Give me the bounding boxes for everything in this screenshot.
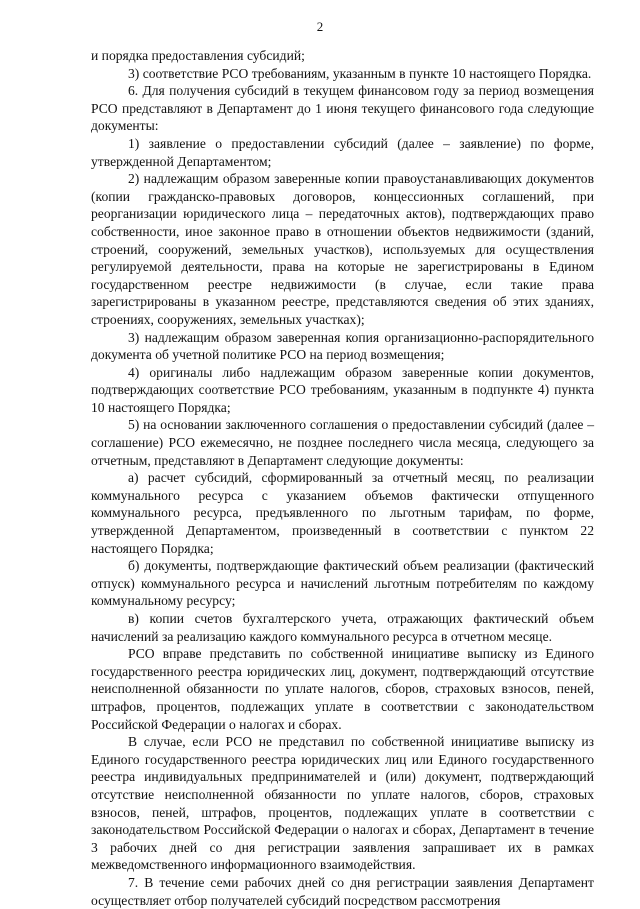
paragraph-rso-right: РСО вправе представить по собственной инициативе выписку из Единого государственного реестра юридических лиц, документ, подтверждающий отсутствие неисполненной обязанности по уплате налогов, сборов, страховых взносов, пеней, штрафов, процентов, подлежащих уплате в соответствии с законодательством Российской Федерации о налогах и сборах. (91, 646, 594, 732)
paragraph-item-3-copy: 3) надлежащим образом заверенная копия организационно-распорядительного документа об учетной политике РСО на период возмещения; (91, 329, 594, 363)
paragraph-continuation: и порядка предоставления субсидий; (91, 48, 305, 63)
paragraph-interagency-request: В случае, если РСО не представил по собственной инициативе выписку из Единого государственного реестра юридических лиц или Единого государственного реестра индивидуальных предпринимателей и (или) документ, подтверждающий отсутствие неисполненной обязанности по уплате налогов, сборов, страховых взносов, пеней, штрафов, процентов, подлежащих уплате в соответствии с законодательством Российской Федерации о налогах и сборах, Департамент в течение 3 рабочих дней со дня регистрации заявления запрашивает их в рамках межведомственного информационного взаимодействия. (91, 734, 594, 873)
paragraph-clause-6: 6. Для получения субсидий в текущем финансовом году за период возмещения РСО представляют в Департамент до 1 июня текущего финансового года следующие документы: (91, 83, 594, 134)
paragraph-subitem-a: а) расчет субсидий, сформированный за отчетный месяц, по реализации коммунального ресурса с указанием объемов фактически отпущенного коммунального ресурса, предъявленного по льготным тарифам, по форме, утвержденной Департаментом, произведенный в соответствии с пунктом 22 настоящего Порядка; (91, 470, 594, 556)
paragraph-subitem-b: б) документы, подтверждающие фактический объем реализации (фактический отпуск) коммунального ресурса и начислений льготным потребителям по каждому коммунальному ресурсу; (91, 558, 594, 609)
page-number: 2 (316, 19, 324, 34)
paragraph-item-5: 5) на основании заключенного соглашения о предоставлении субсидий (далее – соглашение) РСО ежемесячно, не позднее последнего числа месяца, следующего за отчетным, представляют в Департамент следующие документы: (91, 417, 594, 468)
paragraph-item-1: 1) заявление о предоставлении субсидий (далее – заявление) по форме, утвержденной Департаментом; (91, 135, 594, 169)
paragraph-item-4: 4) оригиналы либо надлежащим образом заверенные копии документов, подтверждающих соответствие РСО требованиям, указанным в подпункте 4) пункта 10 настоящего Порядка; (91, 364, 594, 415)
paragraph-item-2: 2) надлежащим образом заверенные копии правоустанавливающих документов (копии гражданско-правовых договоров, концессионных соглашений, при реорганизации юридического лица – передаточных актов), подтверждающих право собственности, иное законное право в отношении объектов недвижимости (зданий, строений, сооружений, земельных участков), используемых для осуществления регулируемой деятельности, права на которые не зарегистрированы в Едином государственном реестре недвижимости (в случае, если такие права зарегистрированы в указанном реестре, представляются сведения об этих зданиях, строениях, сооружениях, земельных участках); (91, 171, 594, 327)
paragraph-subitem-v: в) копии счетов бухгалтерского учета, отражающих фактический объем начислений за реализацию каждого коммунального ресурса в отчетном месяце. (91, 611, 594, 644)
document-body (91, 47, 594, 909)
paragraph-clause-7: 7. В течение семи рабочих дней со дня регистрации заявления Департамент осуществляет отбор получателей субсидий посредством рассмотрения (91, 874, 594, 908)
paragraph-item-3: 3) соответствие РСО требованиям, указанным в пункте 10 настоящего Порядка. (128, 65, 592, 81)
